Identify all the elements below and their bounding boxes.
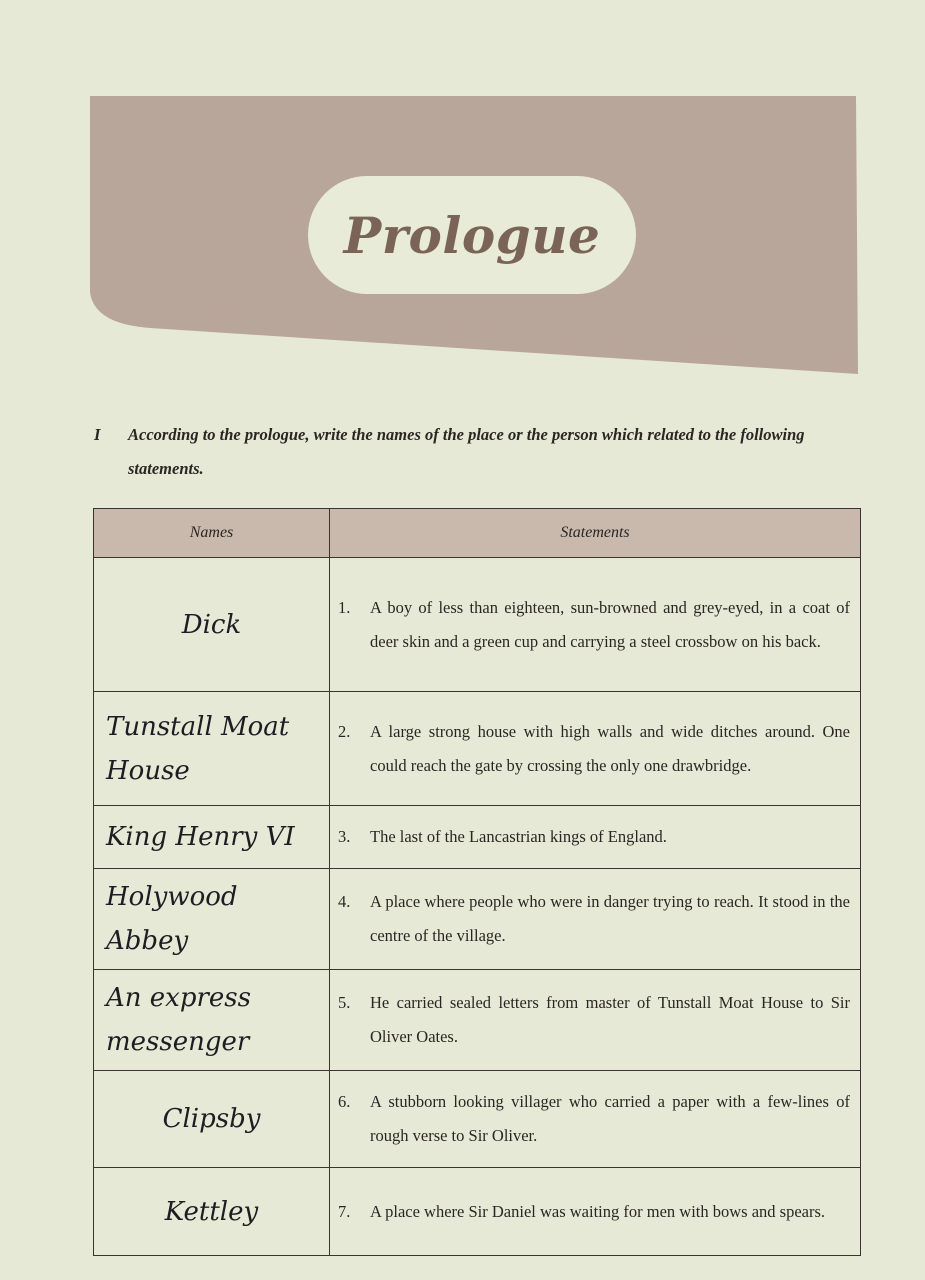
statement-number: 7. xyxy=(338,1201,351,1221)
instruction xyxy=(94,418,864,486)
answer-name: Dick xyxy=(94,558,330,692)
statement-cell xyxy=(330,558,861,692)
title-pill xyxy=(308,176,636,294)
answer-name: Kettley xyxy=(94,1168,330,1256)
statement-cell xyxy=(330,1168,861,1256)
statement-text: He carried sealed letters from master of Tunstall Moat House to Sir Oliver Oates. xyxy=(370,993,850,1046)
statement-text: A boy of less than eighteen, sun-browned and grey-eyed, in a coat of deer skin and a green cup and carrying a steel crossbow on his back. xyxy=(370,597,850,651)
statement-number: 6. xyxy=(338,1092,351,1111)
statement-cell xyxy=(330,806,861,869)
table-row xyxy=(94,692,861,806)
table-row xyxy=(94,970,861,1071)
table-row xyxy=(94,558,861,692)
answer-name: Clipsby xyxy=(94,1071,330,1168)
statement-cell xyxy=(330,970,861,1071)
statement-cell xyxy=(330,1071,861,1168)
table-row xyxy=(94,1071,861,1168)
answer-name: An express messenger xyxy=(94,970,330,1071)
statement-cell xyxy=(330,869,861,970)
page-title: Prologue xyxy=(343,205,601,265)
table-row xyxy=(94,806,861,869)
header-statements: Statements xyxy=(330,509,861,558)
statement-number: 2. xyxy=(338,721,351,741)
answer-name: King Henry VI xyxy=(94,806,330,869)
statement-number: 4. xyxy=(338,892,351,911)
table-row xyxy=(94,869,861,970)
table-row xyxy=(94,1168,861,1256)
header-names: Names xyxy=(94,509,330,558)
statement-number: 1. xyxy=(338,597,351,617)
table-header-row xyxy=(94,509,861,558)
answer-table xyxy=(93,508,861,1256)
statement-cell xyxy=(330,692,861,806)
title-banner xyxy=(90,96,858,374)
statement-text: A stubborn looking villager who carried a paper with a few-lines of rough verse to Sir Oliver. xyxy=(370,1092,850,1145)
statement-number: 3. xyxy=(338,827,351,846)
answer-name: Holywood Abbey xyxy=(94,869,330,970)
statement-text: A large strong house with high walls and wide ditches around. One could reach the gate by crossing the only one drawbridge. xyxy=(370,721,850,775)
statement-text: The last of the Lancastrian kings of England. xyxy=(370,827,667,846)
instruction-number: I xyxy=(94,425,101,444)
statement-text: A place where Sir Daniel was waiting for men with bows and spears. xyxy=(370,1201,826,1221)
statement-number: 5. xyxy=(338,993,351,1012)
instruction-text: According to the prologue, write the names of the place or the person which related to the following statements. xyxy=(128,425,805,478)
answer-name: Tunstall Moat House xyxy=(94,692,330,806)
statement-text: A place where people who were in danger trying to reach. It stood in the centre of the village. xyxy=(370,892,850,945)
